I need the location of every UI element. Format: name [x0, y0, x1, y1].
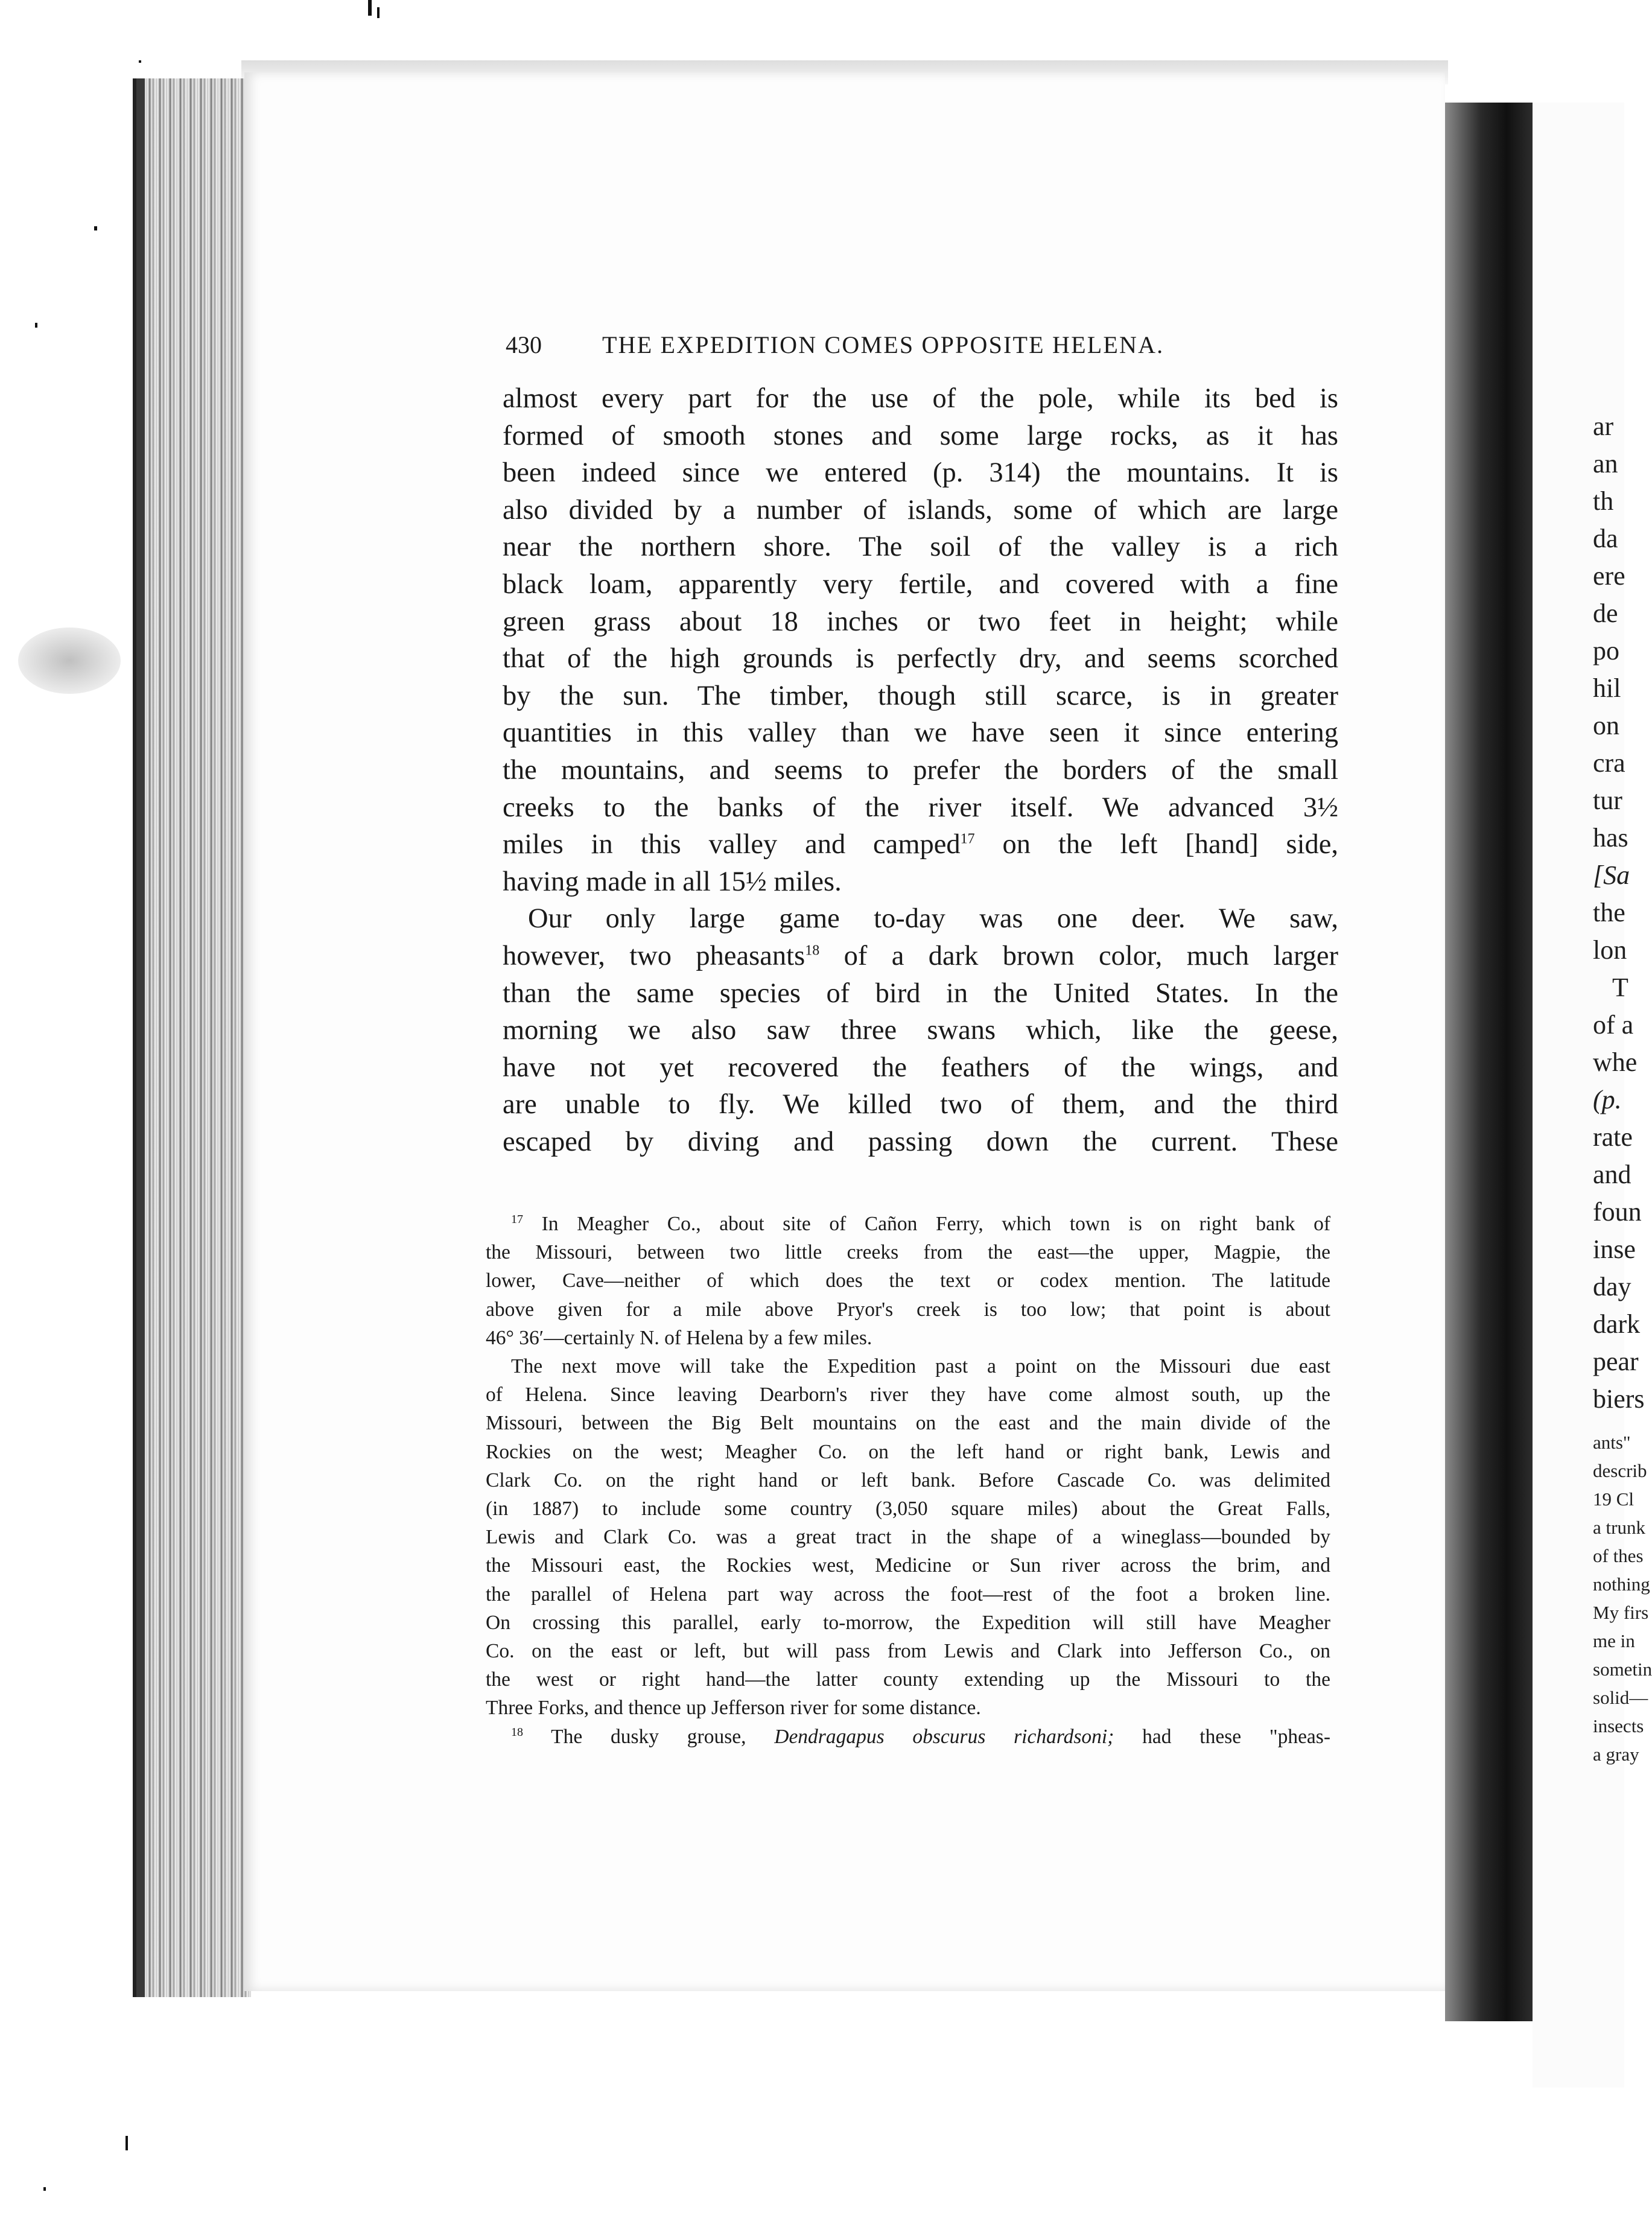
- footnote-line: Lewis and Clark Co. was a great tract in the shape of a wineglass—bounded by: [486, 1526, 1330, 1549]
- facing-text-fragment: rate: [1593, 1122, 1633, 1152]
- facing-text-fragment: and: [1593, 1160, 1631, 1189]
- page-number: 430: [506, 331, 542, 358]
- facing-text-fragment: pear: [1593, 1347, 1639, 1376]
- facing-text-fragment: de: [1593, 599, 1618, 628]
- footnote-line: Rockies on the west; Meagher Co. on the left hand or right bank, Lewis and: [486, 1440, 1330, 1463]
- text-line: that of the high grounds is perfectly dry, and seems scorched: [503, 643, 1338, 675]
- footnote-line: [486, 1210, 1330, 1238]
- footnote-line: of Helena. Since leaving Dearborn's river they have come almost south, up the: [486, 1383, 1330, 1406]
- facing-text-fragment: ar: [1593, 411, 1614, 441]
- text-line: green grass about 18 inches or two feet in height; while: [503, 606, 1338, 637]
- facing-note-fragment: a gray: [1593, 1744, 1639, 1765]
- text-line: by the sun. The timber, though still scarce, is in greater: [503, 680, 1338, 711]
- text-line: formed of smooth stones and some large rocks, as it has: [503, 420, 1338, 451]
- text-line: escaped by diving and passing down the current. These: [503, 1126, 1338, 1157]
- footnote-text: In Meagher Co., about site of Cañon Ferry, which town is on right bank of: [541, 1213, 1330, 1235]
- text-line: near the northern shore. The soil of the valley is a rich: [503, 532, 1338, 563]
- footnote-line: (in 1887) to include some country (3,050 square miles) about the Great Falls,: [486, 1498, 1330, 1520]
- scan-speck: [94, 226, 97, 230]
- facing-text-fragment: po: [1593, 636, 1619, 666]
- facing-text-fragment: has: [1593, 823, 1628, 853]
- footnote-label-17: 17: [511, 1212, 523, 1226]
- text-line: morning we also saw three swans which, like the geese,: [503, 1015, 1338, 1046]
- facing-note-fragment: insects: [1593, 1715, 1644, 1736]
- text-line: almost every part for the use of the pole, while its bed is: [503, 383, 1338, 414]
- running-head-title: THE EXPEDITION COMES OPPOSITE HELENA.: [602, 331, 1164, 358]
- facing-note-fragment: 19 Cl: [1593, 1488, 1635, 1510]
- facing-text-fragment: foun: [1593, 1197, 1642, 1227]
- scan-smudge: [18, 627, 121, 694]
- footnote-line: the west or right hand—the latter county extending up the Missouri to the: [486, 1668, 1330, 1691]
- text-line: Our only large game to-day was one deer. We saw,: [528, 903, 1338, 935]
- footnote-line: above given for a mile above Pryor's creek is too low; that point is about: [486, 1298, 1330, 1321]
- facing-text-fragment: cra: [1593, 748, 1625, 778]
- footnote-ref-17: 17: [960, 831, 975, 847]
- text-line: creeks to the banks of the river itself. We advanced 3½: [503, 792, 1338, 823]
- text-segment: of a dark brown color, much larger: [843, 940, 1338, 971]
- footnote-line: the Missouri east, the Rockies west, Medicine or Sun river across the brim, and: [486, 1554, 1330, 1577]
- species-name: Dendragapus obscurus richardsoni;: [774, 1725, 1114, 1748]
- text-line: [503, 938, 1338, 975]
- facing-text-fragment: lon: [1593, 935, 1627, 965]
- footnote-text: had these "pheas-: [1142, 1725, 1330, 1748]
- facing-note-fragment: ants": [1593, 1432, 1631, 1453]
- text-line: are unable to fly. We killed two of them, and the third: [503, 1089, 1338, 1120]
- facing-page: [1533, 103, 1652, 2088]
- footnote-line: lower, Cave—neither of which does the text or codex mention. The latitude: [486, 1269, 1330, 1292]
- facing-text-fragment: dark: [1593, 1309, 1641, 1339]
- scan-speck: [125, 2136, 128, 2150]
- facing-note-fragment: sometin: [1593, 1659, 1652, 1680]
- facing-text-fragment: th: [1593, 486, 1614, 516]
- scan-speck: [368, 0, 372, 16]
- text-line: having made in all 15½ miles.: [503, 866, 842, 897]
- facing-text-fragment: of a: [1593, 1010, 1634, 1040]
- footnote-text: The dusky grouse,: [551, 1725, 746, 1748]
- text-line: have not yet recovered the feathers of the wings, and: [503, 1052, 1338, 1083]
- footnote-line: Co. on the east or left, but will pass from Lewis and Clark into Jefferson Co., on: [486, 1640, 1330, 1663]
- footnote-line: The next move will take the Expedition past a point on the Missouri due east: [511, 1355, 1330, 1378]
- footnote-line: Missouri, between the Big Belt mountains on the east and the main divide of the: [486, 1412, 1330, 1435]
- facing-text-fragment: T: [1612, 973, 1628, 1002]
- footnote-line: Three Forks, and thence up Jefferson river for some distance.: [486, 1697, 981, 1720]
- footnote-label-18: 18: [511, 1725, 523, 1739]
- facing-text-fragment: inse: [1593, 1234, 1636, 1264]
- text-segment: on the left [hand] side,: [1002, 829, 1338, 860]
- text-line: than the same species of bird in the United States. In the: [503, 977, 1338, 1009]
- footnote-line: Clark Co. on the right hand or left bank. Before Cascade Co. was delimited: [486, 1469, 1330, 1491]
- footnote-line: the parallel of Helena part way across the foot—rest of the foot a broken line.: [486, 1583, 1330, 1606]
- scan-speck: [139, 60, 141, 63]
- facing-text-fragment: biers: [1593, 1384, 1645, 1414]
- facing-text-fragment: tur: [1593, 786, 1622, 815]
- running-header: [506, 331, 1273, 359]
- facing-text-fragment: (p.: [1593, 1085, 1622, 1114]
- book-cover-edge: [136, 78, 145, 1997]
- facing-note-fragment: describ: [1593, 1460, 1647, 1481]
- facing-text-fragment: day: [1593, 1272, 1631, 1301]
- text-line: been indeed since we entered (p. 314) the mountains. It is: [503, 457, 1338, 489]
- footnotes: [486, 1210, 1330, 1751]
- facing-note-fragment: solid—: [1593, 1687, 1648, 1708]
- scan-speck: [35, 323, 37, 328]
- text-line: [503, 826, 1338, 863]
- facing-text-fragment: da: [1593, 524, 1618, 553]
- footnote-line: 46° 36′—certainly N. of Helena by a few miles.: [486, 1326, 872, 1349]
- text-line: black loam, apparently very fertile, and covered with a fine: [503, 568, 1338, 600]
- text-line: quantities in this valley than we have seen it since entering: [503, 717, 1338, 749]
- text-line: the mountains, and seems to prefer the borders of the small: [503, 754, 1338, 786]
- facing-text-fragment: hil: [1593, 673, 1621, 703]
- facing-note-fragment: a trunk: [1593, 1517, 1645, 1538]
- footnote-ref-18: 18: [805, 942, 820, 959]
- facing-text-fragment: on: [1593, 711, 1619, 740]
- facing-text-fragment: ere: [1593, 561, 1625, 591]
- footnote-line: On crossing this parallel, early to-morrow, the Expedition will still have Meagher: [486, 1611, 1330, 1634]
- text-segment: miles in this valley and camped: [503, 829, 961, 860]
- book-page-edges: [133, 78, 251, 1997]
- text-line: also divided by a number of islands, some of which are large: [503, 494, 1338, 526]
- footnote-line: the Missouri, between two little creeks from the east—the upper, Magpie, the: [486, 1241, 1330, 1264]
- facing-note-fragment: of thes: [1593, 1545, 1644, 1566]
- facing-text-fragment: whe: [1593, 1047, 1638, 1077]
- facing-note-fragment: My firs: [1593, 1602, 1649, 1623]
- scan-speck: [43, 2187, 46, 2191]
- facing-text-fragment: an: [1593, 449, 1618, 478]
- footnote-line: [486, 1723, 1330, 1751]
- facing-note-fragment: me in: [1593, 1630, 1635, 1651]
- text-segment: however, two pheasants: [503, 940, 805, 971]
- main-text: [503, 380, 1338, 1160]
- scan-speck: [377, 7, 380, 18]
- facing-text-fragment: [Sa: [1593, 860, 1630, 890]
- facing-text-fragment: the: [1593, 898, 1625, 927]
- facing-note-fragment: nothing: [1593, 1574, 1650, 1595]
